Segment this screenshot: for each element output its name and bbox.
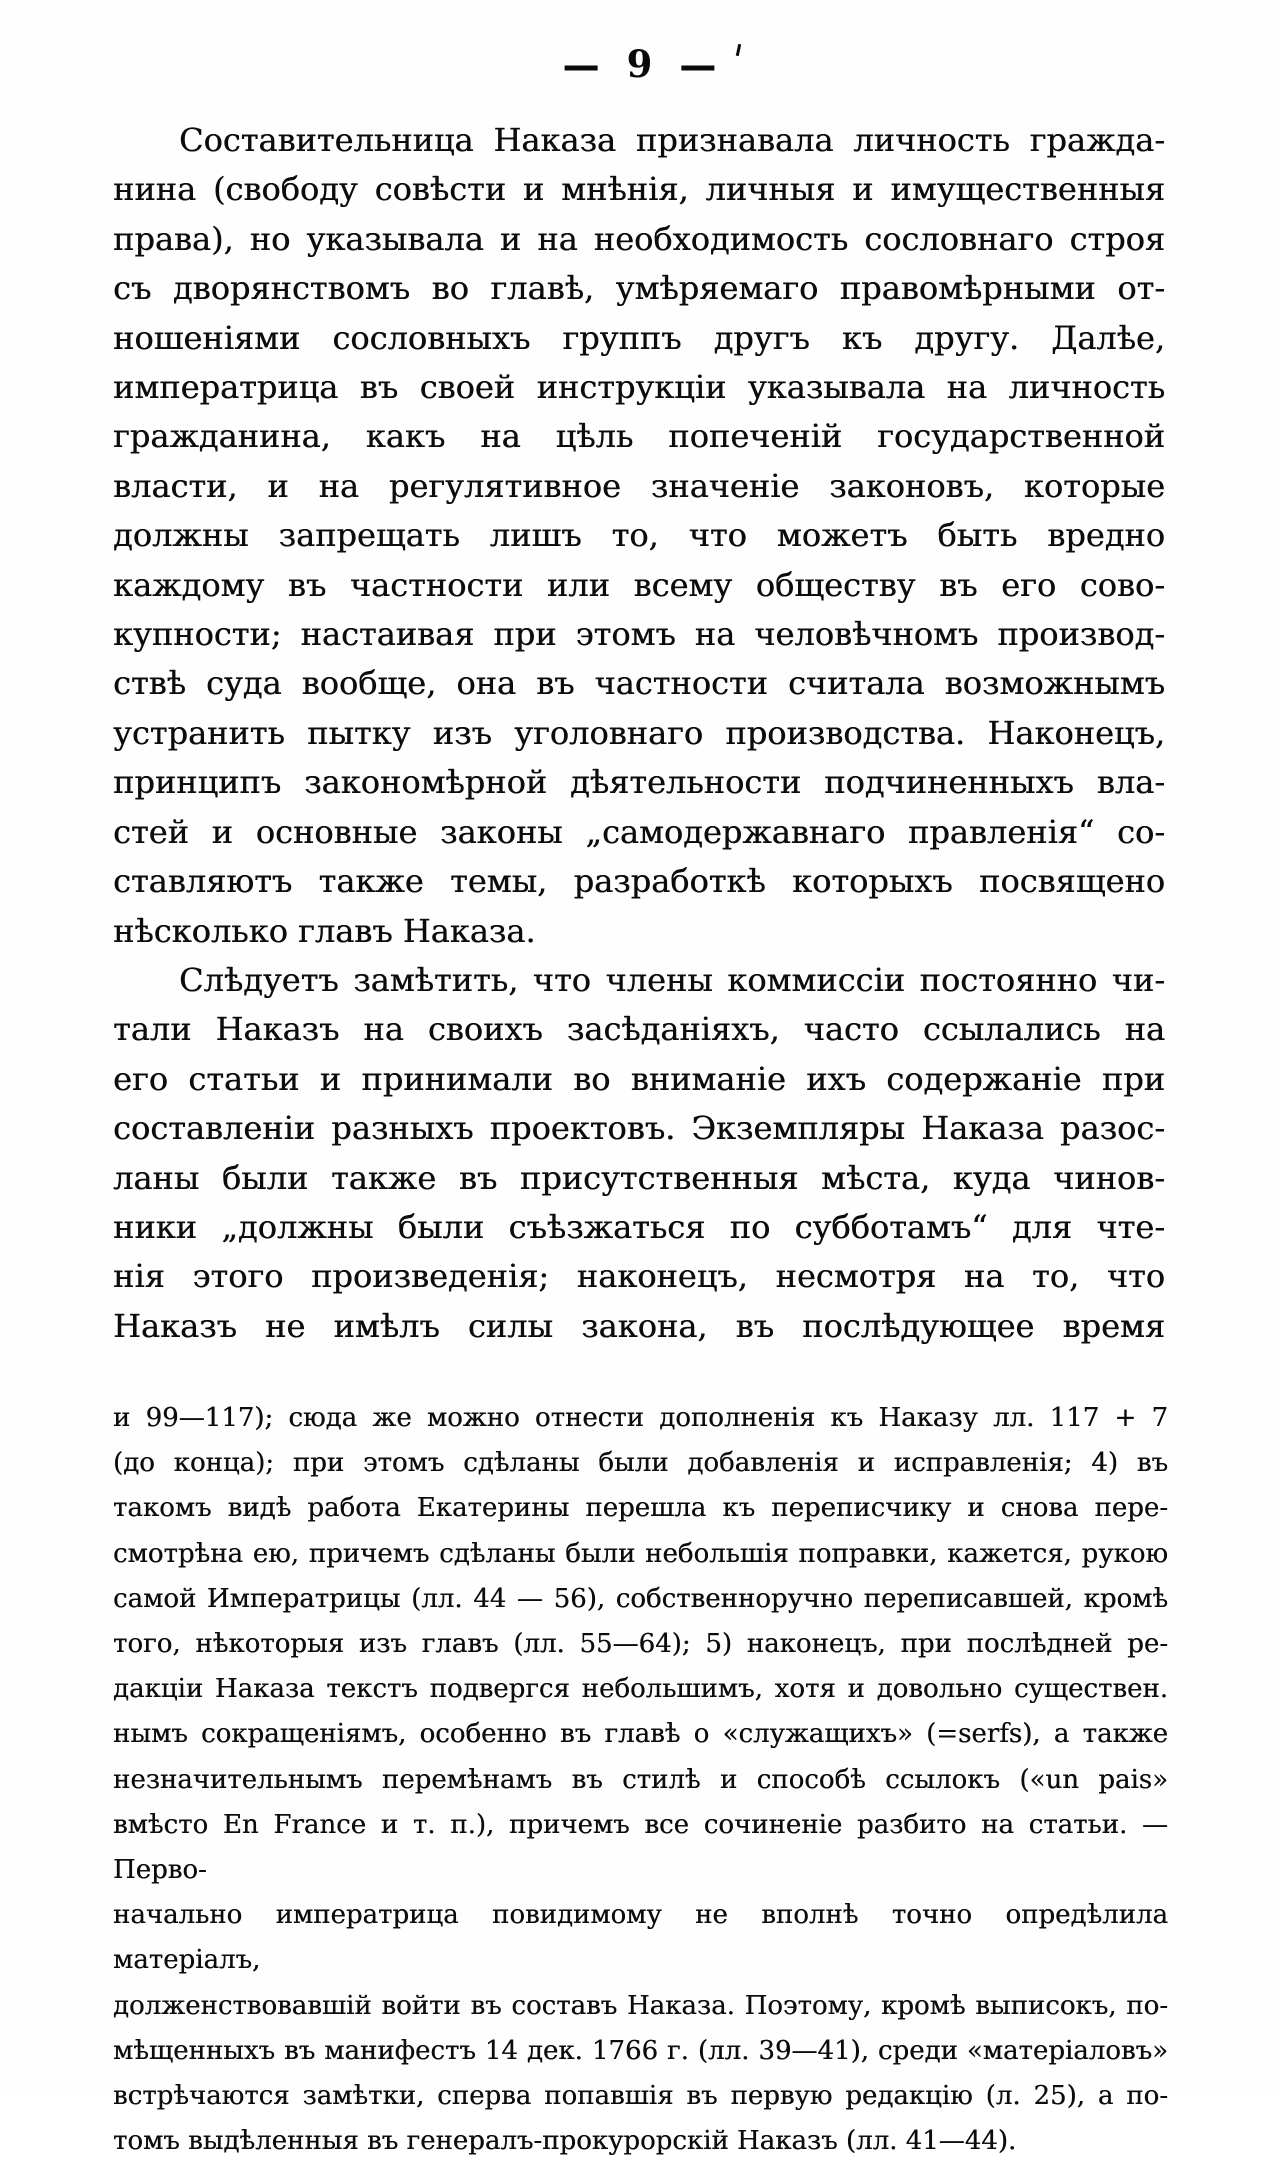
text-line: томъ выдѣленныя въ генералъ-прокурорскій Наказъ (лл. 41—44).	[113, 2126, 1017, 2157]
text-line: Составительница Наказа признавала личность гражда-	[179, 121, 1165, 159]
text-line: дакціи Наказа текстъ подвергся небольшимъ, хотя и довольно существен.	[113, 1674, 1168, 1705]
page-number: 9	[626, 42, 654, 86]
text-line: купности; настаивая при этомъ на человѣчномъ производ-	[113, 615, 1165, 654]
text-line: смотрѣна ею, причемъ сдѣланы были небольшія поправки, кажется, рукою	[113, 1538, 1168, 1569]
text-line: права), но указывала и на необходимость сословнаго строя	[113, 219, 1165, 258]
text-line: долженствовавшій войти въ составъ Наказа. Поэтому, кромѣ выписокъ, по-	[113, 1990, 1168, 2021]
text-line: принципъ закономѣрной дѣятельности подчиненныхъ вла-	[113, 763, 1165, 802]
text-line: гражданина, какъ на цѣль попеченій государственной	[113, 417, 1165, 456]
text-line: ношеніями сословныхъ группъ другъ къ другу. Далѣе,	[113, 318, 1165, 357]
text-line: нія этого произведенія; наконецъ, несмотря на то, что	[113, 1257, 1165, 1296]
text-line: вмѣсто En France и т. п.), причемъ все сочиненіе разбито на статьи. —Перво-	[113, 1809, 1168, 1886]
text-line: составленіи разныхъ проектовъ. Экземпляры Наказа разос-	[113, 1109, 1165, 1148]
text-line: Слѣдуетъ замѣтить, что члены коммиссіи постоянно чи-	[179, 960, 1165, 999]
text-line: того, нѣкоторыя изъ главъ (лл. 55—64); 5) наконецъ, при послѣдней ре-	[113, 1629, 1168, 1660]
text-line: незначительнымъ перемѣнамъ въ стилѣ и способѣ ссылокъ («un pais»	[113, 1764, 1168, 1795]
text-line: Наказъ не имѣлъ силы закона, въ послѣдующее время	[113, 1306, 1165, 1345]
text-line: начально императрица повидимому не вполнѣ точно опредѣлила матеріалъ,	[113, 1900, 1168, 1976]
text-line: ставляютъ также темы, разработкѣ которыхъ посвящено	[113, 862, 1165, 901]
text-line: мѣщенныхъ въ манифестъ 14 дек. 1766 г. (лл. 39—41), среди «матеріаловъ»	[113, 2035, 1168, 2066]
text-line: императрица въ своей инструкціи указывала на личность	[113, 368, 1165, 407]
text-line: устранить пытку изъ уголовнаго производства. Наконецъ,	[113, 713, 1165, 752]
text-line: ники „должны были съѣзжаться по субботамъ“ для чте-	[113, 1207, 1165, 1246]
text-line: такомъ видѣ работа Екатерины перешла къ переписчику и снова пере-	[113, 1493, 1168, 1524]
text-line: стей и основные законы „самодержавнаго правленія“ со-	[113, 812, 1165, 851]
text-line: каждому въ частности или всему обществу въ его сово-	[113, 565, 1165, 604]
header-right-dash: —	[679, 38, 718, 90]
text-line: и 99—117); сюда же можно отнести дополненія къ Наказу лл. 117 + 7	[113, 1403, 1168, 1433]
text-line: нина (свободу совѣсти и мнѣнія, личныя и имущественныя	[113, 170, 1165, 209]
text-line: самой Императрицы (лл. 44 — 56), собственноручно переписавшей, кромѣ	[113, 1583, 1168, 1614]
text-line: встрѣчаются замѣтки, сперва попавшія въ первую редакцію (л. 25), а по-	[113, 2081, 1168, 2112]
text-line: нымъ сокращеніямъ, особенно въ главѣ о «служащихъ» (=serfs), а также	[113, 1719, 1168, 1750]
text-line: съ дворянствомъ во главѣ, умѣряемаго правомѣрными от-	[113, 269, 1165, 308]
text-line: нѣсколько главъ Наказа.	[113, 911, 536, 950]
text-line: ланы были также въ присутственныя мѣста, куда чинов-	[113, 1158, 1165, 1197]
text-line: (до конца); при этомъ сдѣланы были добавленія и исправленія; 4) въ	[113, 1448, 1168, 1479]
text-line: тали Наказъ на своихъ засѣданіяхъ, часто ссылались на	[113, 1010, 1165, 1049]
page-header	[0, 38, 1280, 90]
text-line: должны запрещать лишъ то, что можетъ быть вредно	[113, 516, 1165, 555]
text-line: ствѣ суда вообще, она въ частности считала возможнымъ	[113, 664, 1165, 703]
text-line: его статьи и принимали во вниманіе ихъ содержаніе при	[113, 1059, 1165, 1098]
main-text	[113, 116, 1165, 1351]
text-line: власти, и на регулятивное значеніе законовъ, которые	[113, 466, 1165, 505]
footnote-block	[113, 1396, 1168, 2164]
header-left-dash: —	[562, 38, 601, 90]
